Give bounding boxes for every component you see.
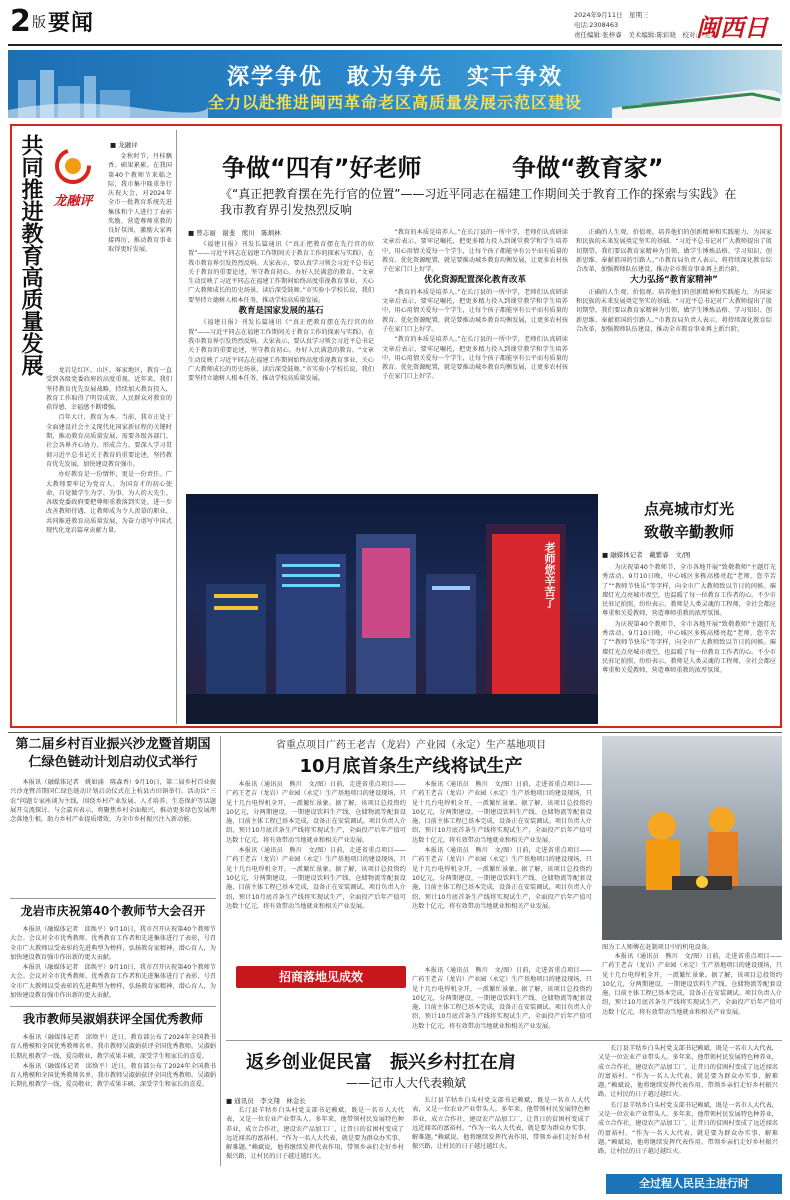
teachers-day-body (10, 925, 216, 1003)
teacher-award-body (10, 1033, 216, 1165)
returnee-paragraph: 长汀县羊牯乡白头村党支部书记赖斌，既是一名市人大代表，又是一位农业产业带头人。多年来，他带领村民发展特色种养业，成立合作社，建设农产品加工厂，让昔日的贫困村变成了远近闻名的富裕村。“作为一名人大代表，就是要为群众办实事、解难题。”赖斌说，他将继续发挥代表作用，带领乡亲们走好乡村振兴路，让村民的日子越过越红火。 (598, 1045, 778, 1099)
issue-date: 2024年9月11日 星期三 (574, 11, 649, 19)
returnee-title: 返乡创业促民富 振兴乡村扛在肩 (246, 1052, 516, 1073)
page-number: 2 (10, 4, 31, 39)
editors: 责任编辑:张梓睿 美术编辑:陈彩晓 校对:卢允芳 (574, 31, 718, 39)
photo-feature-title-2: 致敬辛勤教师 (643, 523, 734, 541)
teacher-award-article (10, 1010, 216, 1170)
factory-paragraph: 本报讯（通讯员 熊川 文/图）日前，走进省重点项目——广药王老吉（龙岩）产业园（永定）生产基地项目的建设现场，只见十几台电焊机全开，一派繁忙景象。据了解，该项目总投资约10亿元，分两期建设，一期建设饮料生产线、仓储物流等配套设施，目前主体工程已基本完成，设备正在安装调试。项目负责人介绍，预计10月底首条生产线将实现试生产，全面投产后年产值可达数十亿元，将有效带动当地就业和相关产业发展。 (602, 953, 782, 1016)
building-sign-text: 老师您辛苦了 (543, 542, 556, 608)
photo-feature-paragraph: 为庆祝第40个教师节，全市各地开展“致敬教师”主题灯光秀活动。9月10日晚，中心城区多栋高楼亮起“老师，您辛苦了”“教师节快乐”等字样，向全市广大教师致以节日的问候。璀璨灯光点亮城市夜空，也温暖了每一位教育工作者的心。不少市民驻足拍照，纷纷表示，教师是人类灵魂的工程师，全社会都应尊重和关爱教师，营造尊师重教的浓厚氛围。 (602, 564, 776, 618)
photo-feature-body (602, 563, 776, 723)
lead-byline: ■ 曾志丽 谢斐 熊川 陈炳林 (188, 229, 281, 237)
factory-photo (602, 736, 782, 940)
factory-paragraph: 本报讯（通讯员 熊川 文/图）日前，走进省重点项目——广药王老吉（龙岩）产业园（永定）生产基地项目的建设现场，只见十几台电焊机全开，一派繁忙景象。据了解，该项目总投资约10亿元，分两期建设，一期建设饮料生产线、仓储物流等配套设施，目前主体工程已基本完成，设备正在安装调试。项目负责人介绍，预计10月底首条生产线将实现试生产，全面投产后年产值可达数十亿元，将有效带动当地就业和相关产业发展。 (226, 781, 406, 844)
paper-logo: 闽西日 (696, 13, 768, 42)
factory-body-3 (602, 952, 782, 1028)
factory-title: 10月底首条生产线将试生产 (299, 756, 523, 777)
commentary-body (108, 152, 172, 362)
lead-col3-paragraph: 正确的人生观、价值观。培养他们的创新精神和实践能力，为国家和民族的未来发展奠定坚实的基础。“习近平总书记对广大教师提出了殷切期望，我们要以教育家精神为引领，做学生锤炼品格、学习知识、创新思维、奉献祖国的引路人。”市教育局负责人表示，将持续深化教育综合改革，加强教师队伍建设，推动全市教育事业再上新台阶。 (576, 229, 772, 274)
factory-paragraph-repeat: 本报讯（通讯员 熊川 文/图）日前，走进省重点项目——广药王老吉（龙岩）产业园（永定）生产基地项目的建设现场，只见十几台电焊机全开，一派繁忙景象。据了解，该项目总投资约10亿元，分两期建设，一期建设饮料生产线、仓储物流等配套设施，目前主体工程已基本完成，设备正在安装调试。项目负责人介绍，预计10月底首条生产线将实现试生产，全面投产后年产值可达数十亿元，将有效带动当地就业和相关产业发展。 (412, 847, 592, 910)
teachers-day-article (10, 902, 216, 1002)
commentary-column (14, 130, 174, 724)
series-strip (606, 1174, 782, 1194)
photo-feature-byline: ■ 融媒体记者 戴紫睿 文/图 (602, 551, 691, 559)
commentary-paragraph: 百年大计，教育为本。当前，我市正处于全面建设社会主义现代化国家新征程的关键时期，推动教育高质量发展，需要各级各部门、社会各界齐心协力、形成合力。要深入学习贯彻习近平总书记关于教育的重要论述，坚持教育优先发展，加快建设教育强市。 (46, 414, 172, 468)
city-night-photo (186, 494, 598, 724)
factory-kicker: 省重点项目广药王老吉（龙岩）产业园（永定）生产基地项目 (276, 740, 546, 751)
factory-paragraph: 本报讯（通讯员 熊川 文/图）日前，走进省重点项目——广药王老吉（龙岩）产业园（永定）生产基地项目的建设现场，只见十几台电焊机全开，一派繁忙景象。据了解，该项目总投资约10亿元，分两期建设，一期建设饮料生产线、仓储物流等配套设施，目前主体工程已基本完成，设备正在安装调试。项目负责人介绍，预计10月底首条生产线将实现试生产，全面投产后年产值可达数十亿元，将有效带动当地就业和相关产业发展。 (412, 967, 592, 1030)
factory-body-1 (226, 780, 406, 962)
masthead-rule (8, 44, 782, 46)
teachers-day-paragraph: 本报讯（融媒体记者 邱焕平）9月10日，我市召开庆祝第40个教师节大会。会议对全市优秀教师、优秀教育工作者和先进集体进行了表彰，号召全市广大教师以受表彰的先进典型为榜样，弘扬教育家精神，潜心育人，为加快建设教育强市作出新的更大贡献。 (10, 926, 216, 961)
workers-graphic (602, 736, 782, 940)
section-rule (10, 898, 216, 899)
factory-article (226, 736, 782, 1036)
lead-col1-paragraph-repeat: 《福建日报》刊发长篇通讯《“真正把教育摆在先行官的位置”——习近平同志在福建工作期间关于教育工作的探索与实践》，在我市教育界引发热烈反响。大家表示，要认真学习领会习近平总书记关于教育的重要论述，坚守教育初心，办好人民满意的教育。“文章生动反映了习近平同志在福建工作期间始终高度重视教育事业、关心广大教师成长的历史场景，读后深受鼓舞。”市实验小学校长说，我们要坚持立德树人根本任务，推动学校高质量发展。 (188, 319, 374, 383)
lead-title-left: 争做“四有”好老师 (222, 154, 422, 182)
investment-badge-text: 招商落地见成效 (278, 970, 363, 984)
rural-article-paragraph: 本报讯（融媒体记者 姚如涌 陈森香）9月10日，第二届乡村百业振兴沙龙暨首期国仁绿色链动计划启动仪式在上杭县古田镇举行。活动以“三农”问题专家座谈为主线，围绕乡村产业发展、人才培养、生态保护等话题展开交流探讨。与会嘉宾表示，将聚焦乡村全面振兴，推动更多绿色发展理念落地生根，助力乡村产业提质增效，为全市乡村振兴注入新动能。 (10, 779, 216, 824)
factory-body-2 (412, 780, 592, 962)
commentary-paragraph: 龙岩是红区、山区、客家地区，教育一直受到各级党委政府的高度重视。近年来，我们坚持教育优先发展战略，持续加大教育投入，教育工作取得了明显成效，人民群众对教育的获得感、幸福感不断增强。 (46, 367, 172, 412)
section-title: 要闻 (48, 11, 95, 36)
returnee-paragraph: 长汀县羊牯乡白头村党支部书记赖斌，既是一名市人大代表，又是一位农业产业带头人。多年来，他带领村民发展特色种养业，成立合作社，建设农产品加工厂，让昔日的贫困村变成了远近闻名的富裕村。“作为一名人大代表，就是要为群众办实事、解难题。”赖斌说，他将继续发挥代表作用，带领乡亲们走好乡村振兴路，让村民的日子越过越红火。 (226, 1107, 404, 1161)
commentary-author: ■ 龙融评 (110, 141, 138, 149)
commentary-logo-text: 龙融评 (53, 194, 93, 209)
returnee-article (226, 1044, 782, 1194)
factory-paragraph: 本报讯（通讯员 熊川 文/图）日前，走进省重点项目——广药王老吉（龙岩）产业园（永定）生产基地项目的建设现场，只见十几台电焊机全开，一派繁忙景象。据了解，该项目总投资约10亿元，分两期建设，一期建设饮料生产线、仓储物流等配套设施，目前主体工程已基本完成，设备正在安装调试。项目负责人介绍，预计10月底首条生产线将实现试生产，全面投产后年产值可达数十亿元，将有效带动当地就业和相关产业发展。 (412, 781, 592, 844)
phone: 电话:2308463 (574, 21, 619, 29)
returnee-subtitle: ——记市人大代表赖斌 (346, 1076, 467, 1090)
lead-col2-paragraph-repeat-2: “教育的本质是培养人。”在长汀县的一所中学，老师们认真研读文章后表示，要牢记嘱托，把更多精力投入到课堂教学和学生培养中，用心用情关爱每一个学生，让每个孩子都能享有公平而有质量的教育。优化资源配置，就是要推动城乡教育均衡发展，让更多农村孩子在家门口上好学。 (382, 336, 568, 381)
rural-article-body (10, 778, 216, 874)
commentary-body-lower (46, 366, 172, 722)
lead-col2-paragraph: “教育的本质是培养人。”在长汀县的一所中学，老师们认真研读文章后表示，要牢记嘱托，把更多精力投入到课堂教学和学生培养中，用心用情关爱每一个学生，让每个孩子都能享有公平而有质量的教育。优化资源配置，就是要推动城乡教育均衡发展，让更多农村孩子在家门口上好学。 (382, 229, 568, 274)
swirl-logo-icon (44, 146, 102, 186)
section-rule (8, 732, 782, 733)
lead-subhead-3: 大力弘扬“教育家精神” (630, 275, 718, 286)
photo-feature (602, 496, 776, 724)
banner-subslogan: 全力以赴推进闽西革命老区高质量发展示范区建设 (207, 93, 582, 112)
lead-col1-paragraph: 《福建日报》刊发长篇通讯《“真正把教育摆在先行官的位置”——习近平同志在福建工作期间关于教育工作的探索与实践》，在我市教育界引发热烈反响。大家表示，要认真学习领会习近平总书记关于教育的重要论述，坚守教育初心，办好人民满意的教育。“文章生动反映了习近平同志在福建工作期间始终高度重视教育事业、关心广大教师成长的历史场景，读后深受鼓舞。”市实验小学校长说，我们要坚持立德树人根本任务，推动学校高质量发展。 (188, 241, 374, 304)
commentary-paragraph: 办好教育是一份情怀，更是一份责任。广大教师要牢记为党育人、为国育才的初心使命，自觉做学生为学、为事、为人的大先生。各级党委政府要把尊师重教落到实处，进一步改善教师待遇，让教师成为令人羡慕的职业，共同推进教育高质量发展，为奋力谱写中国式现代化龙岩篇章贡献力量。 (46, 471, 172, 535)
teacher-award-paragraph-repeat: 本报讯（融媒体记者 邱焕平）近日，教育部公布了2024年全国教书育人楷模和全国优秀教师名单，我市教师吴淑娟获评全国优秀教师。吴淑娟长期扎根教学一线，爱岗敬业，教学成果丰硕，深受学生和家长的喜爱。 (10, 1062, 216, 1089)
photo-feature-paragraph-repeat: 为庆祝第40个教师节，全市各地开展“致敬教师”主题灯光秀活动。9月10日晚，中心城区多栋高楼亮起“老师，您辛苦了”“教师节快乐”等字样，向全市广大教师致以节日的问候。璀璨灯光点亮城市夜空，也温暖了每一位教育工作者的心。不少市民驻足拍照，纷纷表示，教师是人类灵魂的工程师，全社会都应尊重和关爱教师，营造尊师重教的浓厚氛围。 (602, 620, 776, 675)
section-rule (226, 1040, 782, 1041)
slogan-banner (8, 50, 782, 118)
section-rule (10, 1006, 216, 1007)
column-divider (220, 736, 221, 1166)
commentary-vertical-title: 共同推进教育高质量发展 (18, 134, 43, 376)
rural-article (10, 736, 216, 896)
factory-photo-caption: 图为工人师傅在赶制项目中的机电设备。 (602, 944, 714, 951)
returnee-body-2 (412, 1096, 590, 1192)
lead-col2-paragraph-repeat: “教育的本质是培养人。”在长汀县的一所中学，老师们认真研读文章后表示，要牢记嘱托，把更多精力投入到课堂教学和学生培养中，用心用情关爱每一个学生，让每个孩子都能享有公平而有质量的教育。优化资源配置，就是要推动城乡教育均衡发展，让更多农村孩子在家门口上好学。 (382, 288, 568, 333)
teacher-award-paragraph: 本报讯（融媒体记者 邱焕平）近日，教育部公布了2024年全国教书育人楷模和全国优秀教师名单，我市教师吴淑娟获评全国优秀教师。吴淑娟长期扎根教学一线，爱岗敬业，教学成果丰硕，深受学生和家长的喜爱。 (10, 1034, 216, 1060)
teacher-award-title: 我市教师吴淑娟获评全国优秀教师 (22, 1012, 203, 1026)
returnee-byline: ■ 通讯员 李文翔 林金长 (226, 1097, 306, 1105)
commentary-paragraph: 金秋时节，丹桂飘香。硕果累累。在我国第40个教师节来临之际，我市集中隆重举行庆祝大会，对2024年全市一批教育系统先进集体和个人进行了表彰奖励，营造尊师重教的良好氛围，激励大家再接再厉，推动教育事业取得更好发展。 (108, 153, 172, 253)
factory-body-4 (412, 966, 592, 1030)
returnee-paragraph: 长汀县羊牯乡白头村党支部书记赖斌，既是一名市人大代表，又是一位农业产业带头人。多年来，他带领村民发展特色种养业，成立合作社，建设农产品加工厂，让昔日的贫困村变成了远近闻名的富裕村。“作为一名人大代表，就是要为群众办实事、解难题。”赖斌说，他将继续发挥代表作用，带领乡亲们走好乡村振兴路，让村民的日子越过越红火。 (412, 1097, 590, 1151)
lead-title-right: 争做“教育家” (512, 154, 664, 182)
rural-article-title: 第二届乡村百业振兴沙龙暨首期国仁绿色链动计划启动仪式举行 (15, 737, 211, 770)
lead-column-3 (576, 228, 772, 492)
lead-subtitle: 《“真正把教育摆在先行官的位置”——习近平同志在福建工作期间关于教育工作的探索与实践》在我市教育界引发热烈反响 (220, 187, 737, 217)
teachers-day-paragraph-repeat: 本报讯（融媒体记者 邱焕平）9月10日，我市召开庆祝第40个教师节大会。会议对全市优秀教师、优秀教育工作者和先进集体进行了表彰，号召全市广大教师以受表彰的先进典型为榜样，弘扬教育家精神，潜心育人，为加快建设教育强市作出新的更大贡献。 (10, 964, 216, 1000)
column-divider (176, 130, 177, 724)
series-strip-text: 全过程人民民主进行时 (639, 1177, 749, 1190)
factory-paragraph-repeat: 本报讯（通讯员 熊川 文/图）日前，走进省重点项目——广药王老吉（龙岩）产业园（永定）生产基地项目的建设现场，只见十几台电焊机全开，一派繁忙景象。据了解，该项目总投资约10亿元，分两期建设，一期建设饮料生产线、仓储物流等配套设施，目前主体工程已基本完成，设备正在安装调试。项目负责人介绍，预计10月底首条生产线将实现试生产，全面投产后年产值可达数十亿元，将有效带动当地就业和相关产业发展。 (226, 847, 406, 910)
returnee-body-1 (226, 1106, 404, 1192)
commentary-logo (44, 146, 102, 208)
page-label: 版 (32, 15, 46, 31)
photo-feature-title-1: 点亮城市灯光 (643, 500, 734, 518)
returnee-paragraph-repeat: 长汀县羊牯乡白头村党支部书记赖斌，既是一名市人大代表，又是一位农业产业带头人。多年来，他带领村民发展特色种养业，成立合作社，建设农产品加工厂，让昔日的贫困村变成了远近闻名的富裕村。“作为一名人大代表，就是要为群众办实事、解难题。”赖斌说，他将继续发挥代表作用，带领乡亲们走好乡村振兴路，让村民的日子越过越红火。 (598, 1101, 778, 1156)
returnee-body-3 (598, 1044, 778, 1172)
lead-col3-paragraph-repeat: 正确的人生观、价值观。培养他们的创新精神和实践能力，为国家和民族的未来发展奠定坚实的基础。“习近平总书记对广大教师提出了殷切期望，我们要以教育家精神为引领，做学生锤炼品格、学习知识、创新思维、奉献祖国的引路人。”市教育局负责人表示，将持续深化教育综合改革，加强教师队伍建设，推动全市教育事业再上新台阶。 (576, 288, 772, 333)
lead-subhead-2: 优化资源配置深化教育改革 (423, 275, 526, 286)
investment-badge (236, 966, 406, 988)
lead-subhead-1: 教育是国家发展的基石 (238, 306, 324, 317)
teachers-day-title: 龙岩市庆祝第40个教师节大会召开 (20, 904, 206, 918)
banner-slogan: 深学争优 敢为争先 实干争效 (226, 65, 563, 90)
